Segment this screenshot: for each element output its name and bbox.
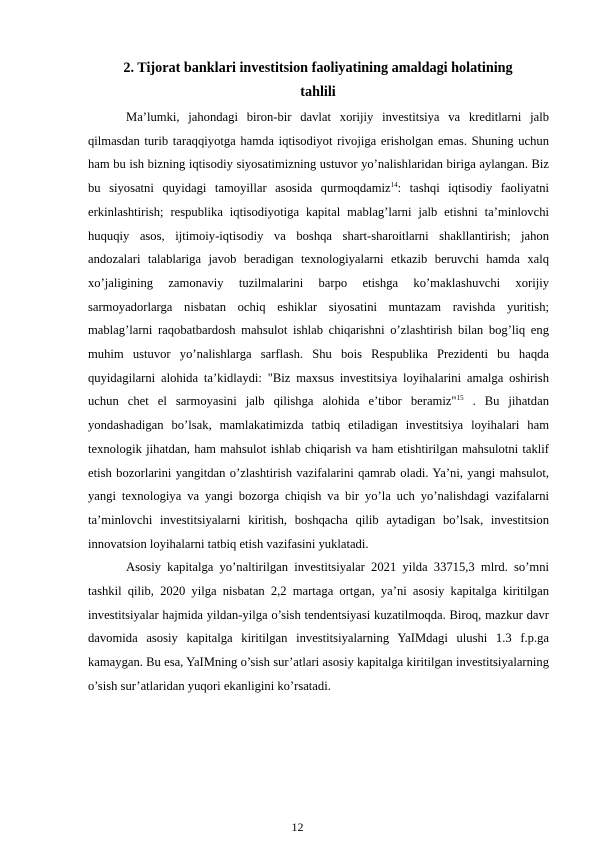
paragraph-1-text-c: . Bu jihatdan yondashadigan bo’lsak, mamlakatimizda tatbiq etiladigan investitsiya loyihalari ham texnologik jihatdan, ham mahsulot ishlab chiqarish va ham etishtirilgan mahsulotni taklif etish bozorlarini yangitdan o’zlashtirish vazifalarini qamrab oladi. Ya’ni, yangi mahsulot, yangi texnologiya va yangi bozorga chiqish va bir yo’la uch yo’nalishdagi vazifalarni ta’minlovchi investitsiyalarni kiritish, boshqacha qilib aytadigan bo’lsak, investitsion innovatsion loyihalarni tatbiq etish vazifasini yuklatadi. (88, 394, 549, 551)
section-heading (88, 56, 548, 104)
paragraph-1-text-b: : tashqi iqtisodiy faoliyatni erkinlashtirish; respublika iqtisodiyotiga kapital mablag’larni jalb etishni ta’minlovchi huquqiy asos, ijtimoiy-iqtisodiy va boshqa shart-sharoitlarni shakllantirish; jahon andozalari talablariga javob beradigan texnologiyalarni etkazib beruvchi hamda xalq xo’jaligining zamonaviy tuzilmalarini barpo etishga ko’maklashuvchi xorijiy sarmoyadorlarga nisbatan ochiq eshiklar siyosatini muntazam ravishda yuritish; mablag’larni raqobatbardosh mahsulot ishlab chiqarishni o’zlashtirish bilan bog’liq eng muhim ustuvor yo’nalishlarga sarflash. Shu bois Respublika Prezidenti bu haqda quyidagilarni alohida ta’kidlaydi: "Biz maxsus investitsiya loyihalarini amalga oshirish uchun chet el sarmoyasini jalb qilishga alohida e’tibor beramiz" (88, 181, 550, 409)
page-number: 12 (291, 820, 304, 834)
paragraph-2: Asosiy kapitalga yo’naltirilgan investitsiyalar 2021 yilda 33715,3 mlrd. so’mni tashkil qilib, 2020 yilga nisbatan 2,2 martaga ortgan, ya’ni asosiy kapitalga kiritilgan investitsiyalar hajmida yildan-yilga o’sish tendentsiyasi kuzatilmoqda. Biroq, mazkur davr davomida asosiy kapitalga kiritilgan investitsiyalarning YaIMdagi ulushi 1.3 f.p.ga kamaygan. Bu esa, YaIMning o’sish sur’atlari asosiy kapitalga kiritilgan investitsiyalarning o’sish sur’atlaridan yuqori ekanligini ko’rsatadi. (88, 560, 549, 693)
paragraph-1 (88, 106, 549, 556)
paragraph-1-text-a: Ma’lumki, jahondagi biron-bir davlat xorijiy investitsiya va kreditlarni jalb qilmasdan turib taraqqiyotga hamda iqtisodiyot rivojiga erisholgan emas. Shuning uchun ham bu ish bizning iqtisodiy siyosatimizning ustuvor yo’nalishlaridan biriga aylangan. Biz bu siyosatni quyidagi tamoyillar asosida qurmoqdamiz (88, 110, 549, 196)
footnote-ref-15: 15 (456, 394, 464, 403)
footnote-ref-14: 14 (390, 181, 398, 190)
heading-line-2: tahlili (300, 84, 336, 100)
body-text (88, 106, 549, 699)
heading-line-1: 2. Tijorat banklari investitsion faoliyatining amaldagi holatining (123, 60, 513, 76)
